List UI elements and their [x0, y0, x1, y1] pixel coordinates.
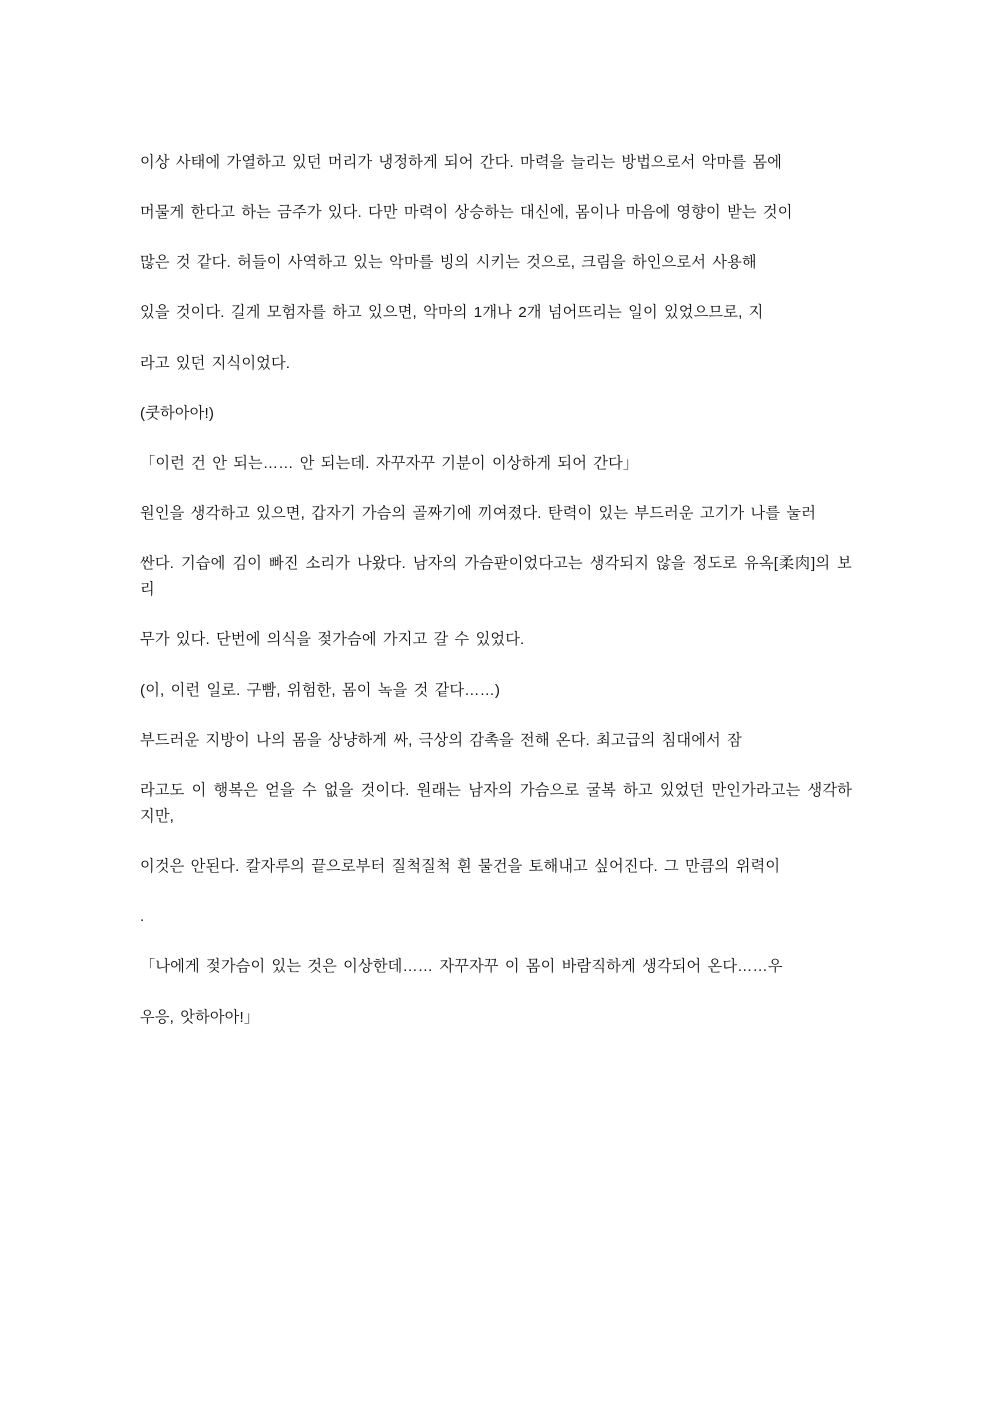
paragraph: 「나에게 젖가슴이 있는 것은 이상한데…… 자꾸자꾸 이 몸이 바람직하게 생각되어 온다……우: [140, 958, 783, 976]
paragraph: 「이런 건 안 되는…… 안 되는데. 자꾸자꾸 기분이 이상하게 되어 간다」: [140, 454, 639, 472]
paragraph: 라고 있던 지식이었다.: [140, 354, 291, 372]
paragraph: (쿳하아아!): [140, 404, 215, 422]
paragraph: 많은 것 같다. 허들이 사역하고 있는 악마를 빙의 시키는 것으로, 크림을 하인으로서 사용해: [140, 254, 757, 272]
paragraph: 있을 것이다. 길게 모험자를 하고 있으면, 악마의 1개나 2개 넘어뜨리는 일이 있었으므로, 지: [140, 304, 764, 322]
paragraph: 싼다. 기습에 김이 빠진 소리가 나왔다. 남자의 가슴판이었다고는 생각되지 않을 정도로 유옥[柔肉]의 보리: [140, 555, 852, 599]
paragraph: 부드러운 지방이 나의 몸을 상냥하게 싸, 극상의 감촉을 전해 온다. 최고급의 침대에서 잠: [140, 731, 742, 749]
paragraph: 라고도 이 행복은 얻을 수 없을 것이다. 원래는 남자의 가슴으로 굴복 하고 있었던 만인가라고는 생각하지만,: [140, 781, 852, 825]
document-body: [140, 150, 852, 1031]
paragraph: .: [140, 908, 145, 926]
paragraph: (이, 이런 일로. 구빰, 위험한, 몸이 녹을 것 같다……): [140, 681, 501, 699]
paragraph: 원인을 생각하고 있으면, 갑자기 가슴의 골짜기에 끼여졌다. 탄력이 있는 부드러운 고기가 나를 눌러: [140, 504, 817, 522]
paragraph: 이상 사태에 가열하고 있던 머리가 냉정하게 되어 간다. 마력을 늘리는 방법으로서 악마를 몸에: [140, 154, 782, 171]
paragraph: 이것은 안된다. 칼자루의 끝으로부터 질척질척 흰 물건을 토해내고 싶어진다. 그 만큼의 위력이: [140, 858, 781, 876]
paragraph: 무가 있다. 단번에 의식을 젖가슴에 가지고 갈 수 있었다.: [140, 631, 525, 649]
paragraph: 머물게 한다고 하는 금주가 있다. 다만 마력이 상승하는 대신에, 몸이나 마음에 영향이 받는 것이: [140, 204, 793, 222]
paragraph: 우응, 앗하아아!」: [140, 1008, 260, 1026]
